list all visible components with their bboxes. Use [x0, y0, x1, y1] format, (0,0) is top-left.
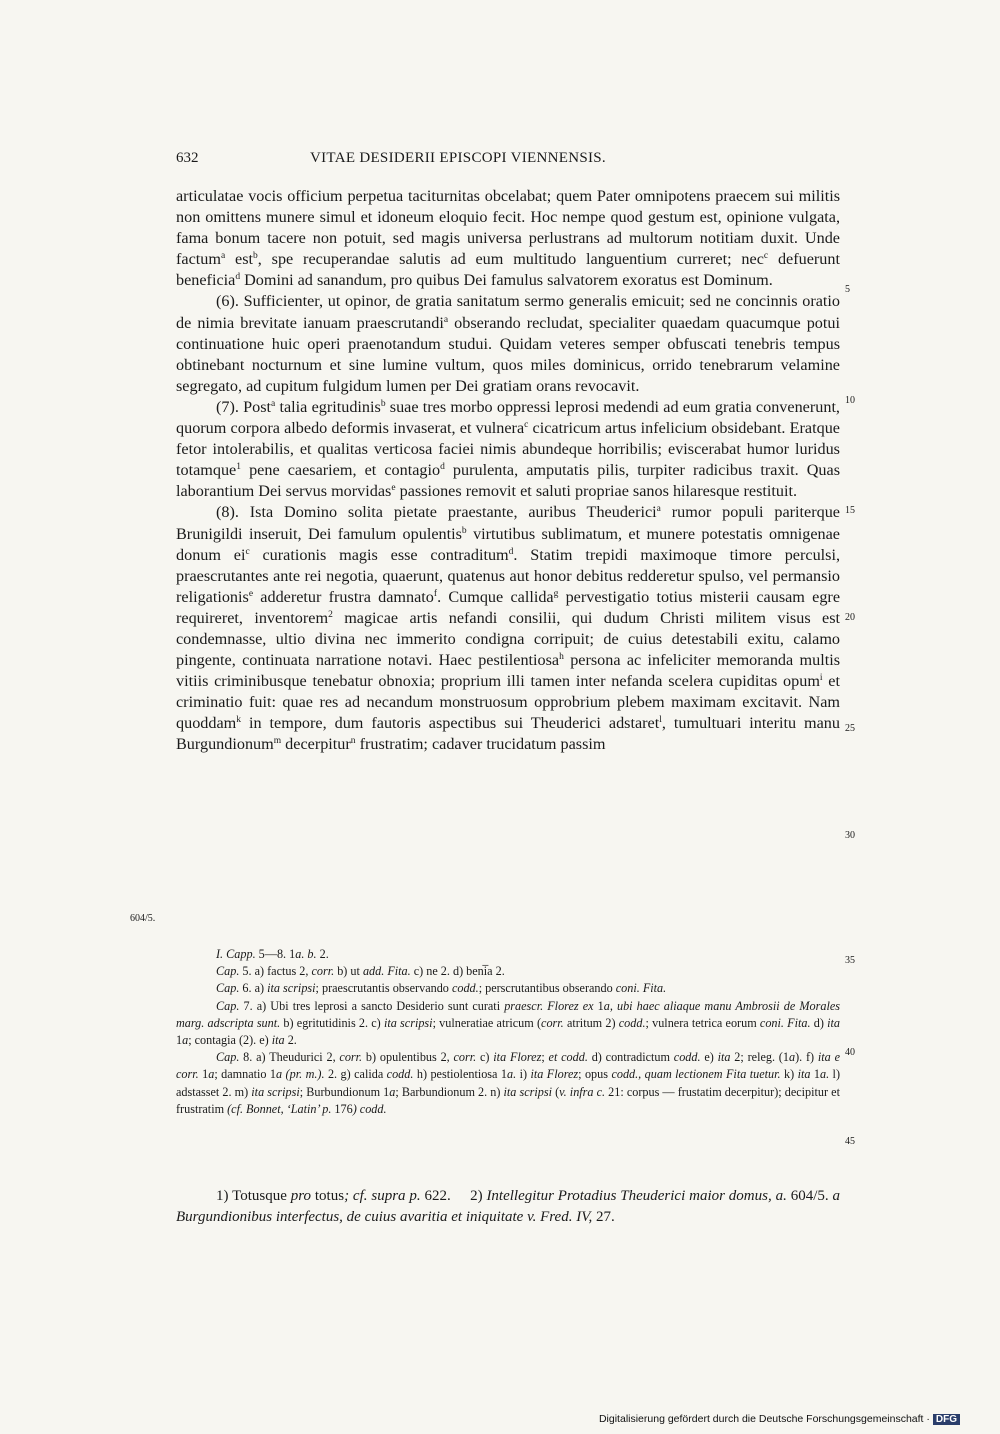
- line-number: 20: [845, 612, 855, 623]
- paragraph: (7). Post$^a$ talia egritudinis$^b$ suae tres morbo oppressi leprosi medendi ad eum gratia convenerunt, quorum corpora albedo deformis invaserat, et vulnera$^c$ cicatricum artus infelicium obsidebant. Eratque fetor intolerabilis, et qualitas verticosa faciei nimis abundeque horribilis; eviscerabat humor luridus totamque$^1$ pene caesariem, et contagio$^d$ purulenta, amputatis pilis, turpiter radicibus traxit. Quas laborantium Dei servus morvidas$^e$ passiones removit et saluti propriae sanos hilaresque restituit.: [176, 397, 840, 501]
- footnote-text: 1) Totusque pro totus; cf. supra p. 622. 2) Intellegitur Protadius Theuderici maior domus, a. 604/5. a Burgundionibus interfectus, de cuius avaritia et iniquitate v. Fred. IV, 27.: [176, 1188, 840, 1225]
- line-number: 5: [845, 284, 850, 295]
- apparatus-sources: I. Capp. 5—8. 1a. b. 2.: [216, 947, 329, 961]
- running-head: VITAE DESIDERII EPISCOPI VIENNENSIS.: [310, 150, 606, 166]
- critical-apparatus: [176, 946, 840, 1118]
- line-number: 35: [845, 955, 855, 966]
- line-number: 25: [845, 723, 855, 734]
- paragraph: (8). Ista Domino solita pietate praestante, auribus Theuderici$^a$ rumor populi pariterque Brunigildi inseruit, Dei famulum opulentis$^b$ virtutibus sublimatum, et munere potestatis omnigenae donum $ei^c$ curationis magis esse contraditum$^d$. Statim trepidi maximoque timore perculsi, praescrutantes ante rei negotia, quaerunt, quatenus aut honor debitus redderetur spulso, vel permansio religationis$^e$ adderetur frustra damnato$^f$. Cumque callida$^g$ pervestigatio totius misterii causam egre requireret, inventorem$^2$ magicae artis nefandi consilii, qui dudum Christi militem visus est condemnasse, ultio divina nec immerito condigna corripuit; de cuius detestabili exitu, calamo pingente, continuata narratione notavi. Haec pestilentiosa$^h$ persona ac infeliciter memoranda multis vitiis criminibusque tenebatur obnoxia; proprium illi tamen inter nefanda scelera cupiditas opum$^i$ et criminatio fuit: quae res ad necandum monstruosum opprobrium plebem maximam excitavit. Nam quoddam$^k$ in tempore, dum fautoris aspectibus sui Theuderici adstaret$^l$, tumultuari interitu manu Burgundionum$^m$ decerpitur$^n$ frustratim; cadaver trucidatum passim: [176, 503, 841, 754]
- apparatus-entry: Cap. 6. a) ita scripsi; praescrutantis observando codd.; perscrutantibus obserando coni. Fita.: [216, 981, 667, 996]
- margin-date-note: 604/5.: [130, 913, 156, 924]
- paragraph: (6). Sufficienter, ut opinor, de gratia sanitatum sermo generalis emicuit; sed ne concinnis oratio de nimia brevitate ianuam praescrutandi$^a$ obserando recludat, specialiter quaedam quacumque potui continuatione huic operi praenotandum studui. Quidam veteres semper obfuscati tenebris tempus obtinebant nocturnum et sine lumine vultum, quos miles dominicus, orrido tenebrarum velamine segregato, ad cupitum fulgidum lumen per Dei gratiam orans revocavit.: [176, 292, 840, 395]
- digitization-credit: [599, 1413, 960, 1425]
- main-text: [176, 186, 840, 756]
- line-number: 10: [845, 395, 855, 406]
- line-number: 45: [845, 1136, 855, 1147]
- apparatus-entry: Cap. 7. a) Ubi tres leprosi a sancto Desiderio sunt curati praescr. Florez ex 1a, ubi haec aliaque manu Ambrosii de Morales marg. adscripta sunt. b) egritutidinis 2. c) ita scripsi; vulneratiae atricum (corr. atritum 2) codd.; vulnera tetrica eorum coni. Fita. d) ita 1a; contagia (2). e) ita 2.: [176, 998, 841, 1048]
- apparatus-entry: Cap. 5. a) factus 2, corr. b) ut add. Fita. c) ne 2. d) beni̅a 2.: [216, 964, 505, 979]
- line-number: 30: [845, 830, 855, 841]
- digitization-text: Digitalisierung gefördert durch die Deutsche Forschungsgemeinschaft ·: [598, 1413, 930, 1425]
- footnotes: [176, 1186, 840, 1228]
- dfg-logo: DFG: [933, 1414, 960, 1425]
- paragraph: articulatae vocis officium perpetua taciturnitas obcelabat; quem Pater omnipotens praecem sui militis non omittens munere simul et idoneum eloquio fecit. Hoc nempe quod gestum est, opinione vulgata, fama bonum tacere non potuit, sed magis universa perlustrans ad multorum notitiam duxit. Unde factum$^a$ est$^b$, spe recuperandae salutis ad eum multitudo languentium curreret; nec$^c$ defuerunt beneficia$^d$ Domini ad sanandum, pro quibus Dei famulus salvatorem exoratus est Dominum.: [176, 187, 840, 290]
- line-number: 15: [845, 505, 855, 516]
- page-number: 632: [176, 150, 199, 166]
- line-number: 40: [845, 1047, 855, 1058]
- apparatus-entry: Cap. 8. a) Theudurici 2, corr. b) opulentibus 2, corr. c) ita Florez; et codd. d) contradictum codd. e) ita 2; releg. (1a). f) ita e corr. 1a; damnatio 1a (pr. m.). 2. g) calida codd. h) pestiolentiosa 1a. i) ita Florez; opus codd., quam lectionem Fita tuetur. k) ita 1a. l) adstasset 2. m) ita scripsi; Burbundionum 1a; Barbundionum 2. n) ita scripsi (v. infra c. 21: corpus — frustatim decerpitur); decipitur et frustratim (cf. Bonnet, ‘Latin’ p. 176) codd.: [176, 1050, 841, 1116]
